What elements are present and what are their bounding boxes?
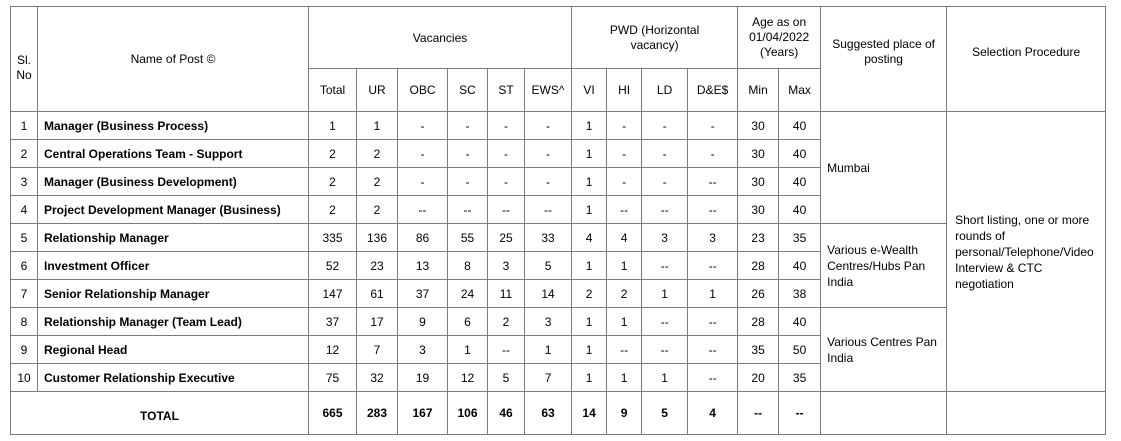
cell-sc: 6 [448,308,488,336]
cell-max: 40 [779,252,821,280]
cell-ur: 1 [357,112,398,140]
cell-sc: - [448,112,488,140]
subheader-ld: LD [642,69,688,112]
cell-min: 20 [738,364,779,392]
header-post: Name of Post © [38,7,309,112]
subheader-total: Total [309,69,357,112]
header-vacancies: Vacancies [309,7,572,69]
cell-st: 3 [488,252,525,280]
cell-vi: 1 [572,336,607,364]
cell-ld: 3 [642,224,688,252]
subheader-sc: SC [448,69,488,112]
cell-min: 30 [738,140,779,168]
cell-max: 40 [779,140,821,168]
cell-vi: 1 [572,364,607,392]
total-hi: 9 [607,392,642,435]
cell-sc: 12 [448,364,488,392]
table-row [11,224,1106,252]
cell-max: 40 [779,168,821,196]
cell-de: - [688,140,738,168]
cell-hi: 4 [607,224,642,252]
cell-ur: 2 [357,168,398,196]
post-name: Regional Head [38,336,309,364]
cell-vi: 1 [572,308,607,336]
total-min: -- [738,392,779,435]
cell-de: -- [688,336,738,364]
cell-vi: 1 [572,140,607,168]
cell-min: 30 [738,196,779,224]
cell-obc: - [398,112,448,140]
cell-hi: 1 [607,252,642,280]
cell-min: 28 [738,252,779,280]
cell-st: - [488,140,525,168]
cell-obc: -- [398,196,448,224]
cell-ld: -- [642,336,688,364]
cell-ews: 5 [525,252,572,280]
cell-total: 75 [309,364,357,392]
cell-total: 335 [309,224,357,252]
post-name: Project Development Manager (Business) [38,196,309,224]
cell-total: 2 [309,140,357,168]
subheader-ur: UR [357,69,398,112]
cell-st: -- [488,196,525,224]
cell-min: 26 [738,280,779,308]
cell-de: -- [688,168,738,196]
total-ews: 63 [525,392,572,435]
cell-ur: 23 [357,252,398,280]
place-mumbai: Mumbai [821,112,947,224]
cell-obc: - [398,168,448,196]
cell-de: -- [688,308,738,336]
row-sl: 8 [11,308,38,336]
cell-hi: -- [607,196,642,224]
cell-max: 35 [779,224,821,252]
cell-max: 40 [779,308,821,336]
subheader-hi: HI [607,69,642,112]
cell-vi: 1 [572,252,607,280]
subheader-obc: OBC [398,69,448,112]
cell-st: - [488,112,525,140]
subheader-st: ST [488,69,525,112]
cell-ews: - [525,140,572,168]
cell-total: 2 [309,196,357,224]
cell-de: 1 [688,280,738,308]
cell-min: 30 [738,168,779,196]
cell-min: 28 [738,308,779,336]
cell-ld: - [642,112,688,140]
subheader-min: Min [738,69,779,112]
cell-obc: 3 [398,336,448,364]
cell-hi: 1 [607,308,642,336]
cell-ld: - [642,168,688,196]
cell-de: 3 [688,224,738,252]
cell-ur: 61 [357,280,398,308]
cell-obc: 9 [398,308,448,336]
cell-obc: 13 [398,252,448,280]
post-name: Senior Relationship Manager [38,280,309,308]
cell-ld: -- [642,252,688,280]
header-pwd: PWD (Horizontal vacancy) [572,7,738,69]
cell-sc: 24 [448,280,488,308]
place-ewealth-centres: Various e-Wealth Centres/Hubs Pan India [821,224,947,308]
row-sl: 3 [11,168,38,196]
total-obc: 167 [398,392,448,435]
row-sl: 9 [11,336,38,364]
cell-obc: 37 [398,280,448,308]
subheader-max: Max [779,69,821,112]
cell-ews: - [525,112,572,140]
cell-ews: 33 [525,224,572,252]
cell-ld: 1 [642,364,688,392]
post-name: Manager (Business Process) [38,112,309,140]
total-st: 46 [488,392,525,435]
cell-de: -- [688,252,738,280]
vacancy-table [10,6,1106,435]
total-ur: 283 [357,392,398,435]
cell-st: 2 [488,308,525,336]
cell-total: 52 [309,252,357,280]
cell-total: 12 [309,336,357,364]
cell-max: 35 [779,364,821,392]
cell-ews: -- [525,196,572,224]
cell-ld: -- [642,196,688,224]
cell-obc: - [398,140,448,168]
cell-de: -- [688,364,738,392]
post-name: Relationship Manager [38,224,309,252]
cell-ews: 3 [525,308,572,336]
cell-hi: 1 [607,364,642,392]
total-procedure-empty [947,392,1106,435]
cell-de: - [688,112,738,140]
post-name: Manager (Business Development) [38,168,309,196]
total-max: -- [779,392,821,435]
cell-total: 1 [309,112,357,140]
cell-st: 5 [488,364,525,392]
cell-min: 23 [738,224,779,252]
cell-vi: 1 [572,112,607,140]
cell-sc: - [448,168,488,196]
header-sl: Sl. No [11,7,38,112]
row-sl: 5 [11,224,38,252]
total-vi: 14 [572,392,607,435]
table-row [11,308,1106,336]
cell-ld: - [642,140,688,168]
cell-st: 11 [488,280,525,308]
cell-max: 40 [779,196,821,224]
cell-obc: 86 [398,224,448,252]
total-row [11,392,1106,435]
cell-vi: 2 [572,280,607,308]
total-place-empty [821,392,947,435]
row-sl: 10 [11,364,38,392]
cell-ews: 14 [525,280,572,308]
subheader-de: D&E$ [688,69,738,112]
cell-hi: - [607,168,642,196]
cell-ews: 1 [525,336,572,364]
cell-sc: 55 [448,224,488,252]
cell-vi: 1 [572,196,607,224]
row-sl: 4 [11,196,38,224]
post-name: Central Operations Team - Support [38,140,309,168]
total-sc: 106 [448,392,488,435]
row-sl: 2 [11,140,38,168]
cell-vi: 1 [572,168,607,196]
post-name: Relationship Manager (Team Lead) [38,308,309,336]
post-name: Investment Officer [38,252,309,280]
cell-ur: 17 [357,308,398,336]
cell-sc: -- [448,196,488,224]
cell-ur: 7 [357,336,398,364]
selection-procedure: Short listing, one or more rounds of personal/Telephone/Video Interview & CTC negotiation [947,112,1106,392]
cell-total: 37 [309,308,357,336]
row-sl: 1 [11,112,38,140]
place-various-centres: Various Centres Pan India [821,308,947,392]
table-row [11,112,1106,140]
cell-min: 30 [738,112,779,140]
cell-st: - [488,168,525,196]
cell-de: -- [688,196,738,224]
row-sl: 7 [11,280,38,308]
cell-hi: 2 [607,280,642,308]
subheader-ews: EWS^ [525,69,572,112]
cell-sc: 8 [448,252,488,280]
cell-total: 147 [309,280,357,308]
header-age: Age as on 01/04/2022 (Years) [738,7,821,69]
cell-sc: - [448,140,488,168]
cell-ur: 2 [357,140,398,168]
cell-hi: -- [607,336,642,364]
total-total: 665 [309,392,357,435]
cell-sc: 1 [448,336,488,364]
header-procedure: Selection Procedure [947,7,1106,112]
cell-total: 2 [309,168,357,196]
row-sl: 6 [11,252,38,280]
total-label: TOTAL [11,392,309,435]
header-place: Suggested place of posting [821,7,947,112]
cell-min: 35 [738,336,779,364]
cell-ews: - [525,168,572,196]
cell-ur: 32 [357,364,398,392]
total-de: 4 [688,392,738,435]
total-ld: 5 [642,392,688,435]
post-name: Customer Relationship Executive [38,364,309,392]
cell-ur: 136 [357,224,398,252]
cell-hi: - [607,112,642,140]
cell-st: 25 [488,224,525,252]
cell-hi: - [607,140,642,168]
cell-vi: 4 [572,224,607,252]
cell-max: 50 [779,336,821,364]
cell-ld: 1 [642,280,688,308]
cell-ews: 7 [525,364,572,392]
cell-st: -- [488,336,525,364]
subheader-vi: VI [572,69,607,112]
cell-ur: 2 [357,196,398,224]
cell-max: 40 [779,112,821,140]
cell-ld: -- [642,308,688,336]
cell-max: 38 [779,280,821,308]
cell-obc: 19 [398,364,448,392]
